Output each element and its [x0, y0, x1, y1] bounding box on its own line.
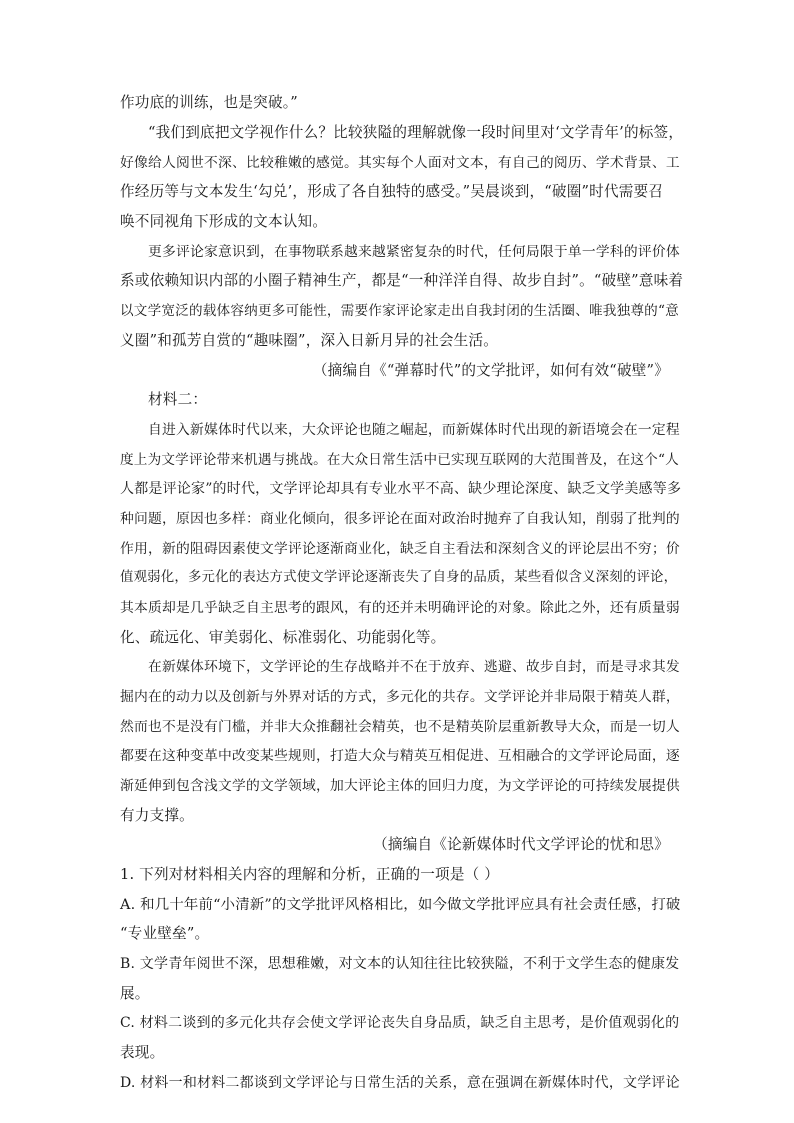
option-b: B. 文学青年阅世不深，思想稚嫩，对文本的认知往往比较狭隘，不利于文学生态的健康发 [120, 956, 680, 972]
option-a-continued: “专业壁垒”。 [120, 925, 210, 942]
text-line: 唤不同视角下形成的文本认知。 [120, 213, 328, 230]
text-line: 渐延伸到包含浅文学的文学领域，加大评论主体的回归力度，为文学评论的可持续发展提供 [120, 778, 680, 794]
text-line: 有力支撑。 [120, 807, 194, 824]
text-line: 系或依赖知识内部的小圈子精神生产，都是“一种洋洋自得、故步自封”。“破壁”意味着 [120, 272, 684, 289]
question-stem: 1. 下列对材料相关内容的理解和分析，正确的一项是（ ） [120, 866, 500, 883]
text-line: “我们到底把文学视作什么？比较狭隘的理解就像一段时间里对‘文学青年’的标签， [148, 124, 684, 141]
option-d: D. 材料一和材料二都谈到文学评论与日常生活的关系，意在强调在新媒体时代，文学评论 [120, 1075, 680, 1091]
text-line: 作功底的训练，也是突破。” [120, 94, 298, 111]
text-line: 作用，新的阻碍因素使文学评论逐渐商业化，缺乏自主看法和深刻含义的评论层出不穷；价 [120, 541, 680, 557]
text-line: 自进入新媒体时代以来，大众评论也随之崛起，而新媒体时代出现的新语境会在一定程 [148, 422, 680, 438]
option-a: A. 和几十年前“小清新”的文学批评风格相比，如今做文学批评应具有社会责任感，打破 [120, 897, 681, 913]
text-line: 值观弱化，多元化的表达方式使文学评论逐渐丧失了自身的品质，某些看似含义深刻的评论， [120, 570, 678, 585]
text-line: 然而也不是没有门槛，并非大众推翻社会精英，也不是精英阶层重新教导大众，而是一切人 [120, 719, 680, 735]
text-line: 作经历等与文本发生‘勾兑’，形成了各自独特的感受。”吴晨谈到，“破圈”时代需要召 [120, 183, 664, 200]
text-line: 度上为文学评论带来机遇与挑战。在大众日常生活中已实现互联网的大范围普及，在这个“人 [120, 452, 679, 468]
text-line: 人都是评论家”的时代，文学评论却具有专业水平不高、缺少理论深度、缺乏文学美感等多 [120, 481, 682, 497]
text-line: 好像给人阅世不深、比较稚嫩的感觉。其实每个人面对文本，有自己的阅历、学术背景、工 [120, 155, 680, 171]
text-line: 以文学宽泛的载体容纳更多可能性，需要作家评论家走出自我封闭的生活圈、唯我独尊的“意 [120, 303, 679, 319]
text-line: 化、疏远化、审美弱化、标准弱化、功能弱化等。 [120, 629, 446, 646]
source-citation: （摘编自《论新媒体时代文学评论的忧和思》 [373, 836, 669, 853]
text-line: 都要在这种变革中改变某些规则，打造大众与精英互相促进、互相融合的文学评论局面，逐 [120, 748, 680, 764]
text-line: 掘内在的动力以及创新与外界对话的方式，多元化的共存。文学评论并非局限于精英人群， [120, 689, 680, 705]
option-c-continued: 表现。 [120, 1044, 165, 1061]
option-c: C. 材料二谈到的多元化共存会使文学评论丧失自身品质，缺乏自主思考，是价值观弱化的 [120, 1015, 680, 1031]
text-line: 更多评论家意识到，在事物联系越来越紧密复杂的时代，任何局限于单一学科的评价体 [148, 244, 680, 260]
option-b-continued: 展。 [120, 985, 150, 1002]
text-line: 其本质却是几乎缺乏自主思考的跟风，有的还并未明确评论的对象。除此之外，还有质量弱 [120, 600, 680, 616]
text-line: 义圈”和孤芳自赏的“趣味圈”，深入日新月异的社会生活。 [120, 332, 499, 349]
text-line: 种问题，原因也多样：商业化倾向，很多评论在面对政治时抛弃了自我认知，削弱了批判的 [120, 511, 680, 527]
source-citation: （摘编自《“弹幕时代”的文学批评，如何有效“破壁”》 [312, 362, 669, 379]
text-line: 在新媒体环境下，文学评论的生存战略并不在于放弃、逃避、故步自封，而是寻求其发 [148, 659, 680, 675]
section-heading: 材料二： [148, 391, 208, 408]
